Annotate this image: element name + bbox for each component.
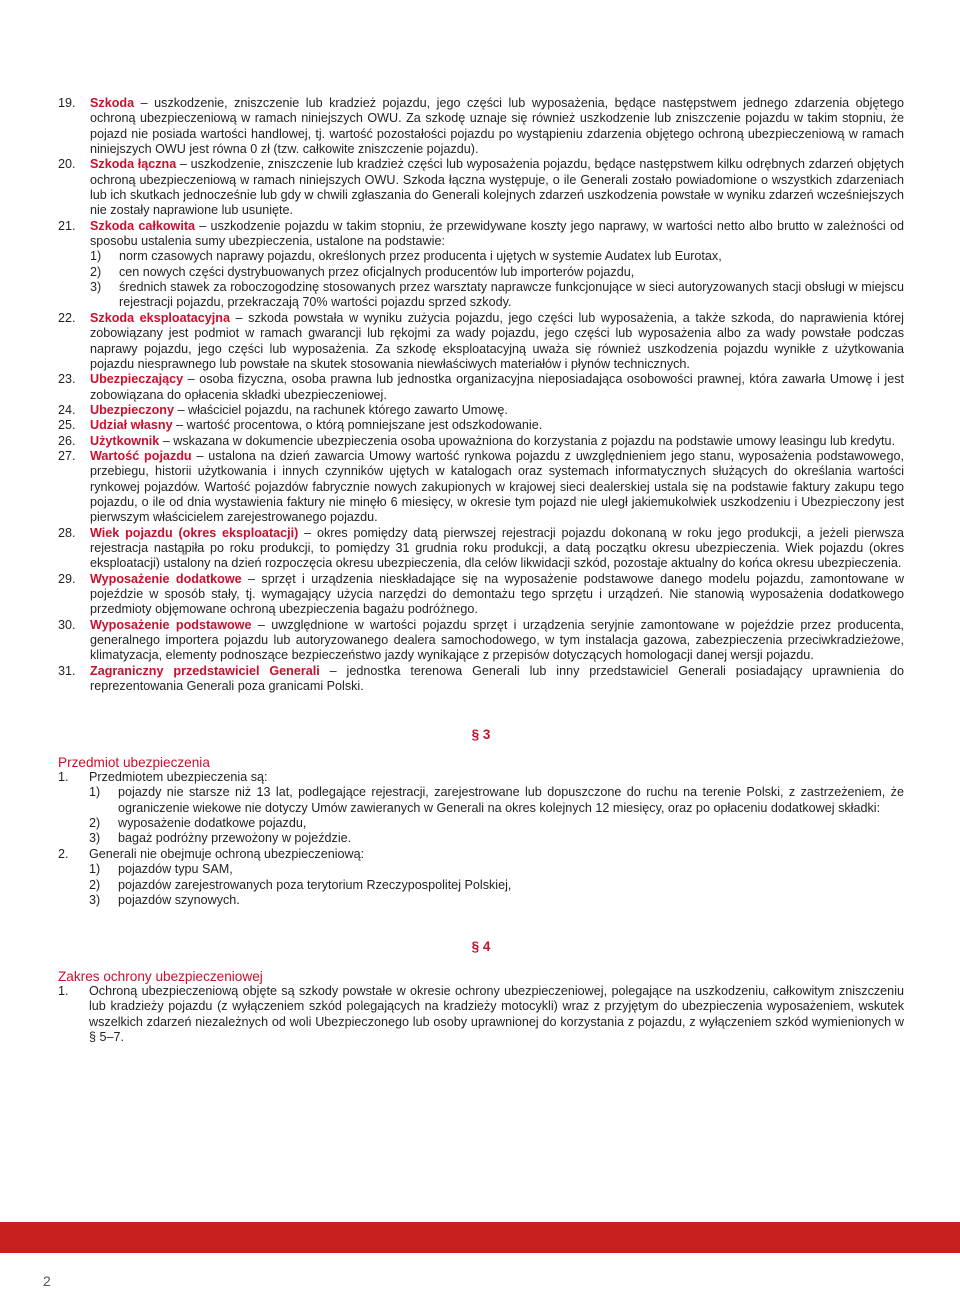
point-text: Przedmiotem ubezpieczenia są: — [89, 770, 268, 785]
point-text: Generali nie obejmuje ochroną ubezpieczeniową: — [89, 846, 365, 861]
definition-text: – sprzęt i urządzenia nieskładające się na wyposażenie podstawowe danego modelu pojazdu, zamontowane w pojeździe w sposób stały, tj. wymagający użycia narzędzi do demontażu tego sprzętu i urządzeń. Nie stanowią wyposażenia dodatkowego przedmioty objęmowane ochroną ubezpieczenia bagażu podróżnego. — [90, 571, 904, 617]
definition-item — [58, 572, 904, 618]
definition-number: 31. — [58, 663, 76, 678]
point-number: 1. — [58, 983, 69, 998]
point-subitem — [89, 816, 904, 831]
definition-item — [58, 618, 904, 664]
definition-body — [90, 372, 904, 401]
definition-text: – osoba fizyczna, osoba prawna lub jednostka organizacyjna nieposiadająca osobowości prawnej, która zawarła Umowę i jest zobowiązana do opłacenia składki ubezpieczeniowej. — [90, 372, 904, 402]
definition-number: 29. — [58, 571, 76, 586]
definition-body — [90, 434, 895, 448]
subitem-text: cen nowych części dystrybuowanych przez oficjalnych producentów lub importerów pojazdu, — [119, 264, 635, 279]
subitem-number: 1) — [89, 785, 101, 800]
definition-text: – uwzględnione w wartości pojazdu sprzęt i urządzenia seryjnie zamontowane w pojeździe przez producenta, generalnego importera pojazdu lub autoryzowanego dealera samochodowego, w tym instalacja gazowa, zabezpieczenia przeciwkradzieżowe, klimatyzacja, elementy podnoszące bezpieczeństwo jazdy wynikające z przepisów dotyczących homologacji danej wersji pojazdu. — [90, 617, 905, 663]
subitem-text: wyposażenie dodatkowe pojazdu, — [118, 816, 307, 831]
definition-number: 25. — [58, 418, 76, 433]
point-subitem — [89, 893, 904, 908]
definition-text: – uszkodzenie, zniszczenie lub kradzież pojazdu, jego części lub wyposażenia, będące następstwem jednego zdarzenia objętego ochroną ubezpieczeniową w ramach niniejszych OWU. Za szkodę uznaje się również uszkodzenie lub zniszczenie pojazdu w takim stopniu, że pojazd nie posiada wartości handlowej, tj. wartość pozostałości pojazdu po wystąpieniu zdarzenia objętego ochroną ubezpieczeniową w ramach niniejszych OWU jest równa 0 zł (tzw. całkowite zniszczenie pojazdu). — [90, 96, 904, 157]
definition-number: 20. — [58, 157, 76, 172]
definition-term: Szkoda eksploatacyjna — [90, 310, 230, 325]
definition-body — [90, 664, 904, 693]
definition-item — [58, 96, 904, 157]
definition-term: Zagraniczny przedstawiciel Generali — [90, 663, 320, 678]
definition-item — [58, 434, 904, 449]
definition-term: Wyposażenie podstawowe — [90, 617, 252, 632]
subitem-number: 3) — [89, 892, 101, 907]
definition-number: 19. — [58, 96, 76, 110]
definition-text: – właściciel pojazdu, na rachunek którego zawarto Umowę. — [173, 402, 508, 417]
subitem-text: norm czasowych naprawy pojazdu, określonych przez producenta i ujętych w systemie Audatex lub Eurotax, — [119, 249, 722, 264]
point-subitem — [89, 831, 904, 846]
section-point — [58, 984, 904, 1045]
definition-item — [58, 372, 904, 403]
subitem-number: 3) — [89, 831, 101, 846]
paragraph-4-marker: § 4 — [471, 939, 491, 955]
definition-body — [90, 311, 904, 371]
point-number: 2. — [58, 846, 69, 861]
definition-item — [58, 449, 904, 526]
definition-term: Szkoda — [90, 96, 135, 110]
definition-item — [58, 664, 904, 695]
definition-term: Udział własny — [90, 418, 173, 433]
definition-text: – okres pomiędzy datą pierwszej rejestracji pojazdu dokonaną w roku jego produkcji, a jeżeli pierwsza rejestracja nastąpiła po roku produkcji, to pomiędzy 31 grudnia roku produkcji, a datą początku okresu ubezpieczenia. Wiek pojazdu (okres eksploatacji) ustalony na dzień rozpoczęcia okresu ubezpieczenia, dla celów likwidacji szkód, pozostaje aktualny do końca okresu ubezpieczenia. — [90, 525, 904, 571]
section-3-points — [58, 770, 904, 908]
definition-subitem — [90, 249, 904, 264]
definition-body — [90, 157, 904, 217]
definition-term: Szkoda całkowita — [90, 218, 196, 233]
section-point — [58, 847, 904, 908]
definition-item — [58, 311, 904, 372]
definition-body — [90, 572, 904, 617]
definition-text: – ustalona na dzień zawarcia Umowy wartość rynkowa pojazdu z uwzględnieniem jego stanu, wyposażenia podstawowego, przebiegu, historii użytkowania i innych czynników ujętych w katalogach oraz systemach informatycznych służących do określania wartości rynkowej pojazdów. Wartość pojazdów fabrycznie nowych zakupionych w krajowej sieci dealerskiej ustala się na podstawie faktury zakupu tego pojazdu, o ile od dnia wystawienia faktury nie minęło 6 miesięcy, w okresie tym pojazd nie uległ jakiemukolwiek uszkodzeniu i Ubezpieczony jest pierwszym właścicielem zarejestrowanego pojazdu. — [90, 448, 904, 525]
definition-body — [90, 219, 904, 248]
section-3-title: Przedmiot ubezpieczenia — [58, 754, 210, 770]
definition-text: – wartość procentowa, o którą pomniejszane jest odszkodowanie. — [172, 418, 543, 433]
subitem-number: 1) — [90, 249, 102, 264]
paragraph-3-marker: § 3 — [471, 727, 491, 743]
definition-term: Szkoda łączna — [90, 157, 177, 172]
subitem-text: pojazdów szynowych. — [118, 892, 240, 907]
definition-text: – uszkodzenie, zniszczenie lub kradzież części lub wyposażenia pojazdu, będące następstwem kilku odrębnych zdarzeń objętych ochroną ubezpieczeniową w ramach niniejszych OWU. Szkoda łączna występuje, o ile Generali zostało powiadomione o wszystkich zdarzeniach lub ich skutkach jednocześnie lub gdy w chwili zgłaszania do Generali kolejnych zdarzeń uszkodzenia powstałe w wyniku zdarzeń wcześniejszych nie zostały naprawione lub usunięte. — [90, 157, 904, 218]
definition-text: – jednostka terenowa Generali lub inny przedstawiciel Generali posiadający uprawnienia do reprezentowania Generali poza granicami Polski. — [90, 663, 904, 694]
footer-bar — [0, 1222, 960, 1253]
definition-body — [90, 618, 904, 663]
definition-number: 24. — [58, 402, 76, 417]
definition-number: 27. — [58, 448, 76, 463]
subitem-number: 3) — [90, 280, 102, 295]
definition-number: 26. — [58, 433, 76, 448]
page-number: 2 — [43, 1273, 51, 1289]
definition-term: Użytkownik — [90, 433, 160, 448]
subitem-number: 1) — [89, 862, 101, 877]
definition-term: Ubezpieczony — [90, 402, 174, 417]
definition-term: Wiek pojazdu (okres eksploatacji) — [90, 525, 299, 540]
section-4-title: Zakres ochrony ubezpieczeniowej — [58, 968, 263, 984]
definition-body — [90, 96, 904, 156]
section-point — [58, 770, 904, 847]
definitions-list — [58, 96, 904, 694]
point-number: 1. — [58, 770, 69, 785]
definition-text: – uszkodzenie pojazdu w takim stopniu, że przewidywane koszty jego naprawy, w wartości netto albo brutto w zależności od sposobu ustalenia sumy ubezpieczenia, ustalone na podstawie: — [90, 218, 904, 249]
definition-number: 21. — [58, 218, 76, 233]
definition-number: 22. — [58, 310, 76, 325]
subitem-number: 2) — [89, 816, 101, 831]
definition-body — [90, 418, 542, 432]
document-body — [58, 96, 904, 1045]
definition-term: Ubezpieczający — [90, 372, 184, 387]
definition-body — [90, 403, 508, 417]
definition-subitem — [90, 265, 904, 280]
definition-text: – wskazana w dokumencie ubezpieczenia osoba upoważniona do korzystania z pojazdu na podstawie umowy leasingu lub kredytu. — [159, 433, 896, 448]
point-subitem — [89, 785, 904, 816]
definition-item — [58, 219, 904, 311]
definition-body — [90, 526, 904, 571]
section-4-points — [58, 984, 904, 1045]
definition-item — [58, 526, 904, 572]
subitem-number: 2) — [89, 877, 101, 892]
definition-term: Wartość pojazdu — [90, 448, 192, 463]
definition-text: – szkoda powstała w wyniku zużycia pojazdu, jego części lub wyposażenia, a także szkoda, do naprawienia której zobowiązany jest podmiot w ramach gwarancji lub rękojmi za wady pojazdu, jego części lub wyposażenia albo za wady powstałe podczas naprawy pojazdu, jego części lub wyposażenia. Za szkodę eksploatacyjną uważa się również uszkodzenia pojazdu wynikłe z użytkowania pojazdu niesprawnego lub powstałe na skutek stosowania niewłaściwych materiałów i płynów technicznych. — [90, 310, 904, 371]
definition-subitem — [90, 280, 904, 311]
definition-number: 28. — [58, 525, 76, 540]
point-text: Ochroną ubezpieczeniową objęte są szkody powstałe w okresie ochrony ubezpieczeniowej, polegające na uszkodzeniu, całkowitym zniszczeniu lub kradzieży pojazdu (z wyłączeniem szkód polegających na kradzieży motocykli) wraz z przyjętym do ubezpieczenia wyposażeniem, wskutek wszelkich zdarzeń niezależnych od woli Ubezpieczonego lub osoby uprawnionej do korzystania z pojazdu, z wyłączeniem szkód wymienionych w § 5–7. — [89, 983, 904, 1044]
subitem-number: 2) — [90, 264, 102, 279]
definition-body — [90, 449, 904, 524]
definition-item — [58, 403, 904, 418]
definition-item — [58, 157, 904, 218]
definition-number: 30. — [58, 617, 76, 632]
subitem-text: bagaż podróżny przewożony w pojeździe. — [118, 831, 352, 846]
subitem-text: pojazdy nie starsze niż 13 lat, podlegające rejestracji, zarejestrowane lub dopuszczone do ruchu na terenie Polski, z zastrzeżeniem, że ograniczenie wiekowe nie dotyczy Umów zawieranych w Generali na okres kolejnych 12 miesięcy, oraz po opłaceniu dodatkowej składki: — [118, 785, 904, 815]
subitem-text: pojazdów typu SAM, — [118, 862, 233, 877]
point-subitem — [89, 862, 904, 877]
definition-item — [58, 418, 904, 433]
point-subitem — [89, 878, 904, 893]
definition-term: Wyposażenie dodatkowe — [90, 571, 242, 586]
subitem-text: pojazdów zarejestrowanych poza terytorium Rzeczypospolitej Polskiej, — [118, 877, 512, 892]
subitem-text: średnich stawek za roboczogodzinę stosowanych przez warsztaty naprawcze funkcjonujące w sieci autoryzowanych stacji obsługi w miejscu rejestracji pojazdu, przekraczają 70% wartości pojazdu sprzed szkody. — [119, 280, 904, 310]
definition-number: 23. — [58, 372, 76, 387]
